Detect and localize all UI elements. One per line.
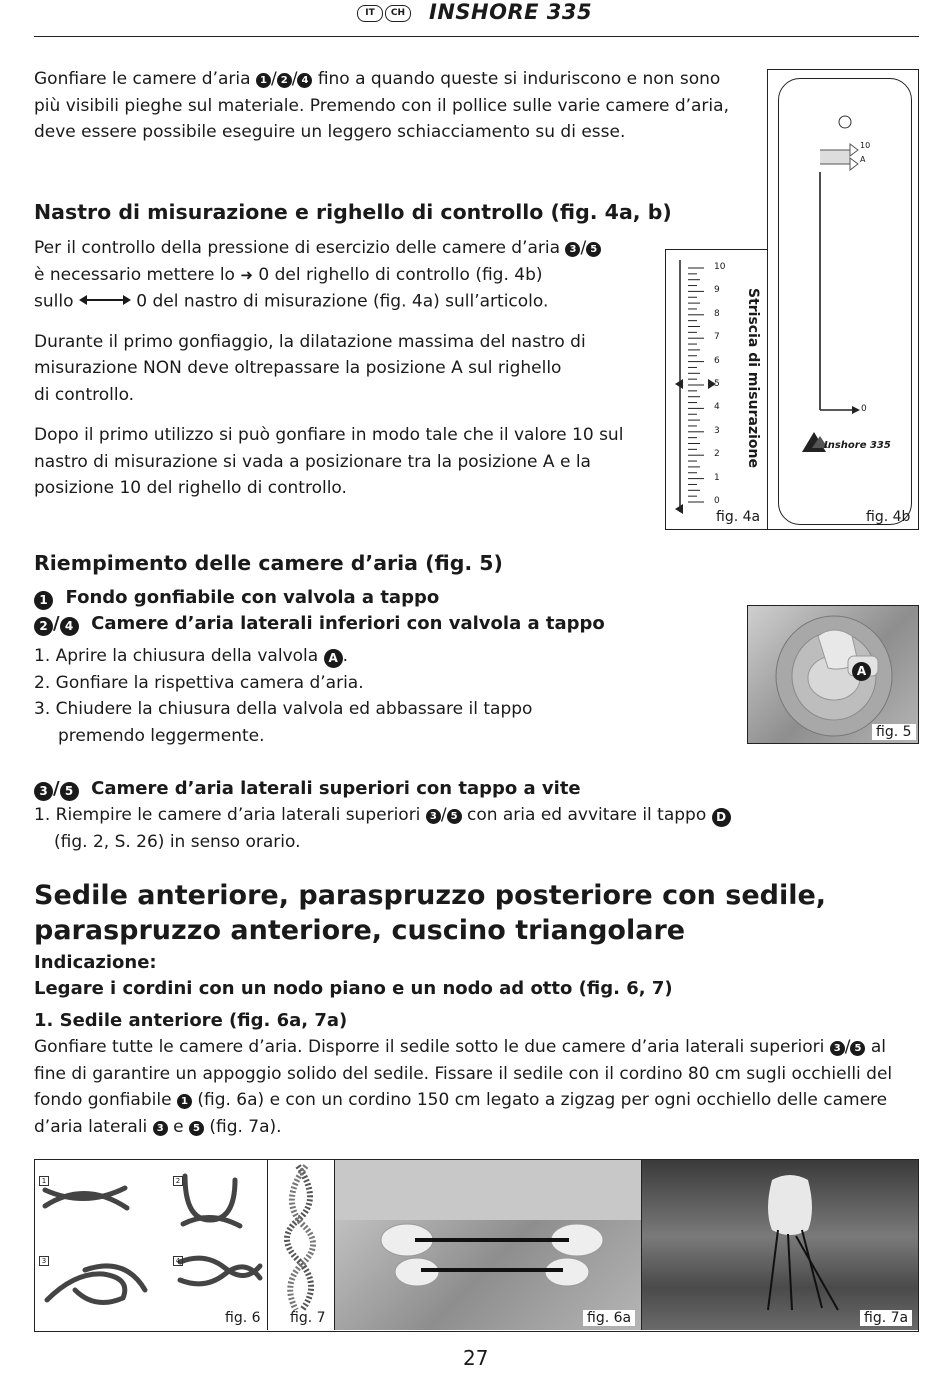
measuring-strip-label: Striscia di misurazione (745, 288, 761, 468)
arrow-right-icon: ➜ (240, 265, 253, 284)
figure-6a-photo (335, 1160, 642, 1330)
page-title: INSHORE 335 (429, 0, 593, 24)
knot-step-label: 3 (39, 1256, 49, 1266)
figure-7a-photo (642, 1160, 918, 1330)
text: / (291, 69, 298, 89)
tick-label: 0 (714, 496, 720, 506)
text: (fig. 2, S. 26) in senso orario. (54, 831, 301, 852)
section-title-seat: Sedile anteriore, paraspruzzo posteriore con sedile, (34, 880, 827, 911)
valve-a-marker: A (852, 662, 871, 681)
double-arrow-icon (79, 288, 131, 315)
section-title-measure: Nastro di misurazione e righello di controllo (fig. 4a, b) (34, 200, 672, 224)
text: Durante il primo gonfiaggio, la dilatazione massima del nastro di (34, 331, 586, 352)
step-number: 1. (34, 646, 51, 666)
language-badges (357, 5, 413, 21)
chamber-2-marker: 2 (277, 73, 292, 88)
chamber-1-marker: 1 (34, 591, 53, 610)
subsection-title-front-seat: 1. Sedile anteriore (fig. 6a, 7a) (34, 1010, 348, 1031)
chamber-5-marker: 5 (189, 1121, 204, 1136)
tick-label: 9 (714, 285, 720, 296)
text: Gonfiare tutte le camere d’aria. Disporre il sedile sotto le due camere d’aria laterali superiori (34, 1037, 830, 1057)
chamber-4-marker: 4 (297, 73, 312, 88)
bottom-figures-strip (34, 1159, 919, 1332)
tick-label: 5 (714, 379, 720, 389)
text: e (167, 1116, 189, 1137)
figure-4a-measuring-strip (665, 249, 768, 530)
text: al (865, 1037, 887, 1057)
page-header (34, 0, 919, 37)
text: Fondo gonfiabile con valvola a tappo (65, 587, 440, 608)
fig-5-caption: fig. 5 (872, 724, 916, 740)
chamber-3-marker: 3 (565, 242, 580, 257)
tick-label: 2 (714, 449, 720, 460)
measure-paragraphs (34, 235, 654, 502)
tick-label: 4 (714, 402, 720, 413)
chamber-3-marker: 3 (153, 1121, 168, 1136)
figure-5-valve-photo (747, 605, 919, 744)
text: con aria ed avvitare il tappo (461, 805, 712, 825)
figure-6-reef-knot (35, 1160, 268, 1330)
text: / (53, 778, 60, 799)
chamber-5-marker: 5 (850, 1041, 865, 1056)
text: Camere d’aria laterali superiori con tappo a vite (91, 778, 581, 799)
fig-7a-caption: fig. 7a (860, 1310, 912, 1326)
note-text: Legare i cordini con un nodo piano e un nodo ad otto (fig. 6, 7) (34, 978, 673, 999)
note-label: Indicazione: (34, 952, 157, 973)
knot-steps-drawing (35, 1160, 267, 1330)
text: deve essere possibile eseguire un leggero schiacciamento su di esse. (34, 122, 626, 142)
chamber-5-marker: 5 (447, 809, 462, 824)
screw-cap-section (34, 776, 794, 855)
text: fondo gonfiabile (34, 1090, 177, 1110)
chamber-3-marker: 3 (34, 782, 53, 801)
tick-label: 10 (714, 262, 726, 272)
text: (fig. 7a). (203, 1116, 282, 1137)
tick-label: 6 (714, 355, 720, 366)
chamber-4-marker: 4 (60, 617, 79, 636)
text: Riempire le camere d’aria laterali superiori (55, 805, 426, 825)
fig-6-caption: fig. 6 (225, 1310, 261, 1326)
ruler-label-a: A (860, 155, 866, 164)
knot-step-label: 1 (39, 1176, 49, 1186)
fig-6a-caption: fig. 6a (583, 1310, 635, 1326)
text: (fig. 6a) e con un cordino 150 cm legato a zigzag per ogni occhiello delle camere (191, 1090, 888, 1110)
text: . (342, 646, 348, 666)
knot-step-label: 4 (173, 1256, 183, 1266)
text: Gonfiare le camere d’aria (34, 69, 256, 89)
badge-ch: CH (385, 5, 411, 22)
tick-label: 8 (714, 308, 720, 319)
text: misurazione NON deve oltrepassare la posizione A sul righello (34, 358, 562, 379)
triangle-cushion-drawing (642, 1160, 918, 1330)
chamber-5-marker: 5 (586, 242, 601, 257)
figure-4b-control-ruler (767, 69, 919, 530)
text: 0 del righello di controllo (fig. 4b) (252, 264, 543, 285)
text: premendo leggermente. (58, 725, 265, 746)
text: di controllo. (34, 384, 135, 405)
chamber-3-marker: 3 (426, 809, 441, 824)
seat-cords-drawing (335, 1160, 641, 1330)
text: Camere d’aria laterali inferiori con valvola a tappo (91, 613, 605, 634)
text: / (844, 1037, 851, 1057)
text: più visibili pieghe sul materiale. Premendo con il pollice sulle varie camere d’aria, (34, 95, 729, 116)
figure-eight-drawing (268, 1160, 334, 1330)
ruler-drawing (768, 70, 920, 531)
seat-section (34, 878, 919, 1140)
tick-label: 3 (714, 425, 720, 436)
chamber-3-marker: 3 (830, 1041, 845, 1056)
chamber-1-marker: 1 (177, 1094, 192, 1109)
chamber-5-marker: 5 (60, 782, 79, 801)
inshore-logo: Inshore 335 (824, 440, 891, 451)
figure-7-figure-eight-knot (268, 1160, 335, 1330)
section-title-seat-2: paraspruzzo anteriore, cuscino triangolare (34, 915, 686, 946)
page-number: 27 (463, 1346, 489, 1370)
ruler-label-0: 0 (861, 404, 867, 414)
chamber-1-marker: 1 (256, 73, 271, 88)
text: sullo (34, 291, 79, 312)
fig-4a-caption: fig. 4a (716, 509, 761, 525)
fill-content (34, 585, 754, 749)
text: Dopo il primo utilizzo si può gonfiare in modo tale che il valore 10 sul (34, 425, 624, 446)
text: posizione 10 del righello di controllo. (34, 478, 347, 499)
fig-4b-caption: fig. 4b (866, 509, 911, 525)
text: Chiudere la chiusura della valvola ed abbassare il tappo (55, 699, 533, 719)
text: nastro di misurazione si vada a posizionare tra la posizione A e la (34, 451, 591, 472)
chamber-2-marker: 2 (34, 617, 53, 636)
text: / (270, 69, 277, 89)
text: è necessario mettere lo (34, 264, 241, 285)
step-number: 1. (34, 805, 51, 825)
text: d’aria laterali (34, 1116, 153, 1137)
tick-label: 7 (714, 332, 720, 343)
text: fino a quando queste si induriscono e non sono (312, 69, 721, 89)
text: fine di garantire un appoggio solido del sedile. Fissare il sedile con il cordino 80 cm sugli occhielli del (34, 1063, 893, 1084)
knot-step-label: 2 (173, 1176, 183, 1186)
intro-paragraph (34, 66, 754, 146)
section-title-fill: Riempimento delle camere d’aria (fig. 5) (34, 551, 503, 575)
tick-label: 1 (714, 472, 720, 483)
fig-7-caption: fig. 7 (290, 1310, 326, 1326)
text: / (580, 238, 587, 258)
cap-d-marker: D (712, 808, 731, 827)
text: / (440, 805, 447, 825)
text: 0 del nastro di misurazione (fig. 4a) sull’articolo. (130, 291, 549, 312)
badge-it: IT (357, 5, 383, 22)
text: Per il controllo della pressione di esercizio delle camere d’aria (34, 238, 566, 258)
ruler-label-10: 10 (860, 141, 871, 150)
text: Aprire la chiusura della valvola (55, 646, 324, 666)
text: Gonfiare la rispettiva camera d’aria. (55, 672, 364, 693)
step-number: 2. (34, 672, 51, 693)
text: / (53, 613, 60, 634)
step-number: 3. (34, 699, 51, 719)
valve-a-marker: A (324, 649, 343, 668)
